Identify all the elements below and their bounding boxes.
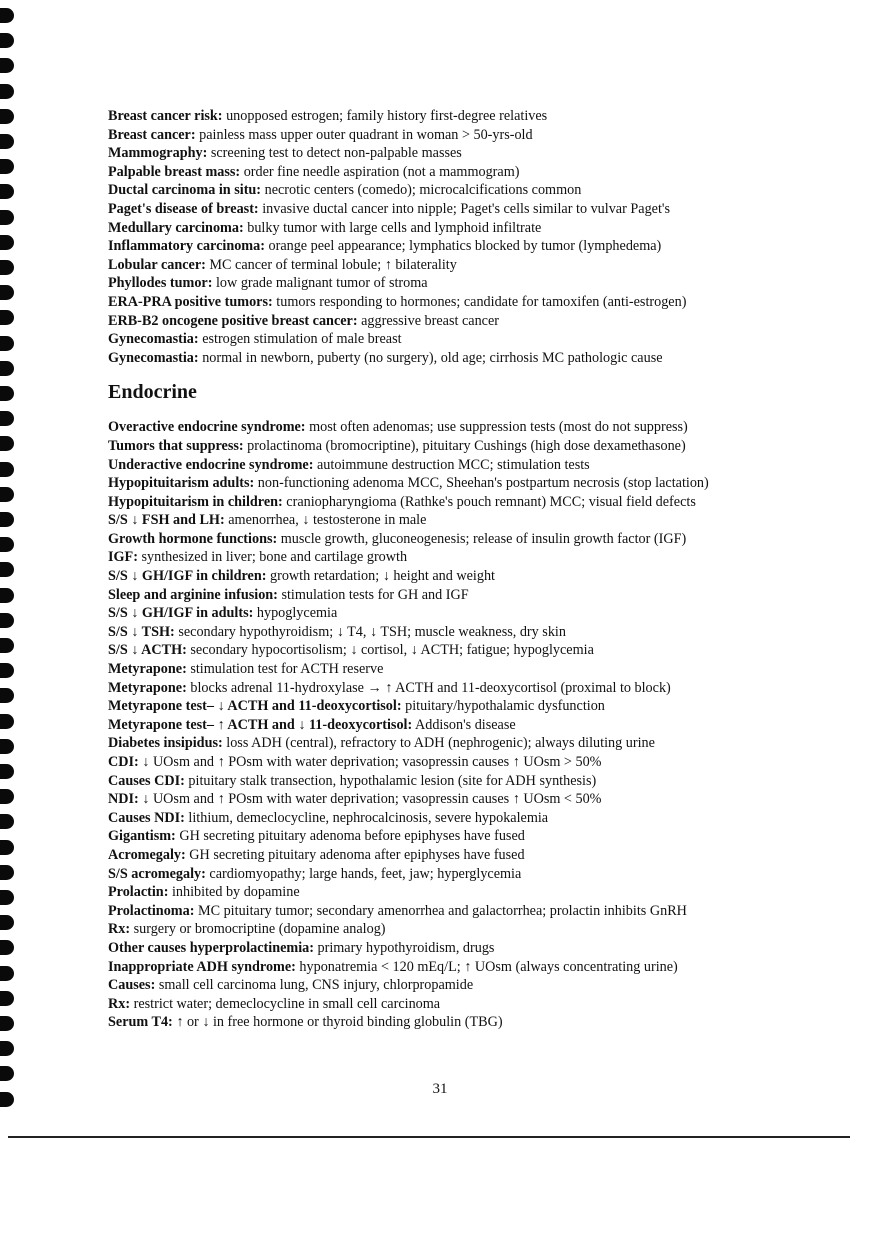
breast-line [108,293,808,312]
endocrine-line [108,511,808,530]
definition: normal in newborn, puberty (no surgery), old age; cirrhosis MC pathologic cause [198,349,663,366]
definition: hypoglycemia [253,605,338,622]
endocrine-line [108,753,808,772]
binding-hole [0,184,14,199]
binding-hole [0,487,14,502]
endocrine-line [108,1013,808,1032]
binding-hole [0,336,14,351]
term: Causes NDI: [108,809,185,826]
endocrine-line [108,418,808,437]
binding-hole [0,890,14,905]
definition: growth retardation; ↓ height and weight [266,568,495,585]
definition: prolactinoma (bromocriptine), pituitary Cushings (high dose dexamethasone) [243,437,686,454]
term: Breast cancer risk: [108,108,223,124]
breast-line [108,200,808,219]
binding-hole [0,537,14,552]
binding-hole [0,8,14,23]
definition: hyponatremia < 120 mEq/L; ↑ UOsm (always concentrating urine) [295,958,678,975]
endocrine-line [108,772,808,791]
definition: lithium, demeclocycline, nephrocalcinosis, severe hypokalemia [184,809,549,826]
breast-line [108,312,808,331]
endocrine-line [108,958,808,977]
term: Serum T4: [108,1014,173,1031]
term: Gynecomastia: [108,331,199,348]
endocrine-line [108,474,808,493]
definition: stimulation tests for GH and IGF [277,586,469,603]
definition: surgery or bromocriptine (dopamine analog) [130,921,386,938]
binding-hole [0,159,14,174]
breast-line [108,274,808,293]
breast-line [108,126,808,145]
definition: non-functioning adenoma MCC, Sheehan's postpartum necrosis (stop lactation) [254,475,709,492]
term: Causes: [108,977,156,994]
term: NDI: [108,791,139,808]
term: Growth hormone functions: [108,530,278,547]
binding-hole [0,310,14,325]
term: S/S ↓ GH/IGF in adults: [108,605,254,622]
binding-hole [0,613,14,628]
definition: painless mass upper outer quadrant in woman > 50-yrs-old [195,126,533,143]
binding-hole [0,84,14,99]
endocrine-line [108,734,808,753]
definition: tumors responding to hormones; candidate for tamoxifen (anti-estrogen) [272,293,687,310]
bottom-rule [8,1136,850,1138]
term: Acromegaly: [108,846,186,863]
definition: pituitary stalk transection, hypothalamic lesion (site for ADH synthesis) [184,772,597,789]
definition: stimulation test for ACTH reserve [186,661,384,678]
definition: unopposed estrogen; family history first-degree relatives [222,108,548,124]
binding-hole [0,512,14,527]
breast-line [108,256,808,275]
term: Inflammatory carcinoma: [108,238,265,255]
term: Diabetes insipidus: [108,735,223,752]
term: Breast cancer: [108,126,196,143]
binding-hole [0,764,14,779]
endocrine-line [108,976,808,995]
term: Metyrapone test– ↓ ACTH and 11-deoxycortisol: [108,698,402,715]
binding-hole [0,260,14,275]
term: Metyrapone: [108,661,187,678]
term: Metyrapone test– ↑ ACTH and ↓ 11-deoxycortisol: [108,716,413,733]
endocrine-line [108,493,808,512]
term: Causes CDI: [108,772,185,789]
definition: secondary hypothyroidism; ↓ T4, ↓ TSH; muscle weakness, dry skin [174,623,566,640]
term: Prolactinoma: [108,902,195,919]
definition: autoimmune destruction MCC; stimulation tests [313,456,590,473]
definition: GH secreting pituitary adenoma before epiphyses have fused [175,828,525,845]
term: Sleep and arginine infusion: [108,586,278,603]
definition: restrict water; demeclocycline in small cell carcinoma [130,995,441,1012]
term: Hypopituitarism adults: [108,475,255,492]
definition: amenorrhea, ↓ testosterone in male [224,512,427,529]
definition: blocks adrenal 11-hydroxylase → ↑ ACTH and 11-deoxycortisol (proximal to block) [186,679,671,696]
definition: inhibited by dopamine [168,884,300,901]
binding-hole [0,58,14,73]
binding-hole [0,235,14,250]
endocrine-line [108,530,808,549]
term: Hypopituitarism in children: [108,493,283,510]
binding-hole [0,714,14,729]
definition: aggressive breast cancer [357,312,499,329]
term: Medullary carcinoma: [108,219,244,236]
section-title-endocrine: Endocrine [108,381,197,404]
term: Tumors that suppress: [108,437,244,454]
binding-hole [0,991,14,1006]
binding-hole [0,436,14,451]
binding-hole [0,1016,14,1031]
term: Ductal carcinoma in situ: [108,182,262,199]
definition: estrogen stimulation of male breast [198,331,402,348]
term: Gigantism: [108,828,176,845]
term: Palpable breast mass: [108,163,241,180]
page-content [108,107,808,1032]
endocrine-line [108,902,808,921]
endocrine-line [108,567,808,586]
endocrine-line [108,809,808,828]
binding-hole [0,688,14,703]
definition: synthesized in liver; bone and cartilage growth [137,549,408,566]
term: Overactive endocrine syndrome: [108,419,306,436]
binding-hole [0,33,14,48]
binding-hole [0,814,14,829]
spiral-binding [0,0,22,1130]
endocrine-line [108,679,808,698]
breast-line [108,349,808,368]
binding-hole [0,638,14,653]
definition: invasive ductal cancer into nipple; Paget's cells similar to vulvar Paget's [258,200,670,217]
term: S/S ↓ TSH: [108,623,175,640]
binding-hole [0,915,14,930]
definition: ↓ UOsm and ↑ POsm with water deprivation; vasopressin causes ↑ UOsm < 50% [138,791,602,808]
page-number: 31 [432,1081,448,1097]
term: Mammography: [108,145,208,162]
breast-line [108,219,808,238]
endocrine-line [108,456,808,475]
term: Other causes hyperprolactinemia: [108,939,314,956]
binding-hole [0,865,14,880]
endocrine-line [108,437,808,456]
definition: muscle growth, gluconeogenesis; release of insulin growth factor (IGF) [277,530,687,547]
definition: screening test to detect non-palpable masses [207,145,462,162]
endocrine-notes [108,418,808,1032]
binding-hole [0,411,14,426]
breast-notes [108,107,808,367]
term: ERB-B2 oncogene positive breast cancer: [108,312,358,329]
endocrine-line [108,660,808,679]
definition: small cell carcinoma lung, CNS injury, chlorpropamide [155,977,474,994]
definition: order fine needle aspiration (not a mammogram) [240,163,520,180]
binding-hole [0,663,14,678]
endocrine-line [108,883,808,902]
definition: GH secreting pituitary adenoma after epiphyses have fused [185,846,525,863]
binding-hole [0,739,14,754]
definition: primary hypothyroidism, drugs [313,939,495,956]
binding-hole [0,285,14,300]
breast-line [108,163,808,182]
endocrine-line [108,604,808,623]
term: Prolactin: [108,884,169,901]
binding-hole [0,210,14,225]
binding-hole [0,966,14,981]
breast-line [108,107,808,126]
term: S/S ↓ GH/IGF in children: [108,568,267,585]
definition: low grade malignant tumor of stroma [212,275,428,292]
term: Inappropriate ADH syndrome: [108,958,296,975]
binding-hole [0,562,14,577]
term: S/S acromegaly: [108,865,206,882]
endocrine-line [108,827,808,846]
breast-line [108,237,808,256]
term: Paget's disease of breast: [108,200,259,217]
binding-hole [0,361,14,376]
endocrine-line [108,846,808,865]
term: S/S ↓ FSH and LH: [108,512,225,529]
term: Underactive endocrine syndrome: [108,456,314,473]
term: Rx: [108,921,131,938]
term: ERA-PRA positive tumors: [108,293,273,310]
endocrine-line [108,995,808,1014]
definition: cardiomyopathy; large hands, feet, jaw; hyperglycemia [205,865,522,882]
endocrine-line [108,716,808,735]
term: S/S ↓ ACTH: [108,642,187,659]
term: CDI: [108,754,139,770]
definition: pituitary/hypothalamic dysfunction [401,698,605,715]
definition: Addison's disease [412,716,516,733]
definition: secondary hypocortisolism; ↓ cortisol, ↓ ACTH; fatigue; hypoglycemia [186,642,594,659]
binding-hole [0,1066,14,1081]
binding-hole [0,462,14,477]
term: Rx: [108,995,131,1012]
term: Metyrapone: [108,679,187,696]
definition: orange peel appearance; lymphatics blocked by tumor (lymphedema) [264,238,662,255]
term: Gynecomastia: [108,349,199,366]
endocrine-line [108,790,808,809]
breast-line [108,330,808,349]
term: Phyllodes tumor: [108,275,213,292]
term: IGF: [108,549,138,566]
endocrine-line [108,586,808,605]
definition: loss ADH (central), refractory to ADH (nephrogenic); always diluting urine [222,735,655,752]
endocrine-line [108,697,808,716]
binding-hole [0,134,14,149]
term: Lobular cancer: [108,256,206,273]
definition: ↑ or ↓ in free hormone or thyroid binding globulin (TBG) [172,1014,503,1031]
endocrine-line [108,865,808,884]
definition: most often adenomas; use suppression tests (most do not suppress) [305,419,688,436]
endocrine-line [108,641,808,660]
definition: ↓ UOsm and ↑ POsm with water deprivation; vasopressin causes ↑ UOsm > 50% [138,754,602,770]
endocrine-line [108,939,808,958]
definition: MC cancer of terminal lobule; ↑ bilaterality [205,256,457,273]
endocrine-line [108,548,808,567]
endocrine-line [108,623,808,642]
definition: necrotic centers (comedo); microcalcifications common [261,182,582,199]
binding-hole [0,840,14,855]
definition: bulky tumor with large cells and lymphoid infiltrate [243,219,542,236]
binding-hole [0,109,14,124]
endocrine-line [108,920,808,939]
binding-hole [0,940,14,955]
binding-hole [0,386,14,401]
binding-hole [0,789,14,804]
breast-line [108,144,808,163]
definition: MC pituitary tumor; secondary amenorrhea and galactorrhea; prolactin inhibits GnRH [194,902,687,919]
binding-hole [0,588,14,603]
definition: craniopharyngioma (Rathke's pouch remnant) MCC; visual field defects [282,493,696,510]
breast-line [108,181,808,200]
binding-hole [0,1041,14,1056]
